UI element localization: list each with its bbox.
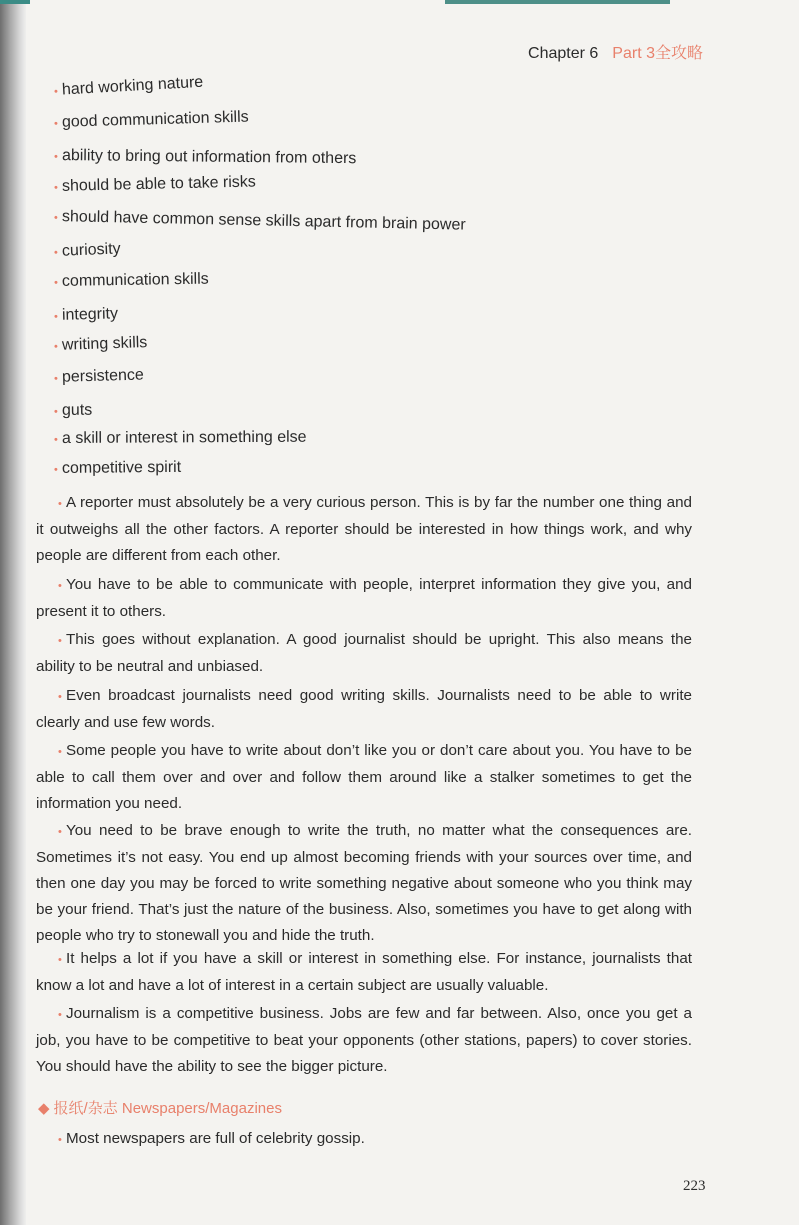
list-item: • ability to bring out information from others (53, 147, 357, 168)
list-item: • hard working nature (53, 73, 204, 99)
list-item: • should be able to take risks (53, 173, 257, 195)
book-spine-shadow (0, 0, 26, 1225)
bullet-dot-icon: • (58, 954, 62, 966)
bullet-dot-icon: • (58, 691, 62, 703)
top-color-strip (445, 0, 670, 4)
list-item: • guts (53, 401, 93, 419)
bullet-dot-icon: • (53, 310, 59, 323)
list-item: • writing skills (53, 334, 148, 354)
paragraph: • A reporter must absolutely be a very curious person. This is by far the number one thing and it outweighs all the other factors. A reporter should be interested in how things work, and why people are different from each other. (36, 490, 692, 569)
list-item: • curiosity (53, 240, 121, 260)
bullet-dot-icon: • (58, 635, 62, 647)
bullet-dot-icon: • (53, 405, 58, 418)
bullet-dot-icon: • (53, 433, 58, 446)
paragraph: • Journalism is a competitive business. Jobs are few and far between. Also, once you get a job, you have to be competitive to beat your opponents (other stations, papers) to cover stories. You should have the ability to see the bigger picture. (36, 1001, 692, 1080)
paragraph: • Even broadcast journalists need good writing skills. Journalists need to be able to write clearly and use few words. (36, 683, 692, 736)
paragraph: • This goes without explanation. A good journalist should be upright. This also means the ability to be neutral and unbiased. (36, 627, 692, 680)
list-item: • a skill or interest in something else (53, 428, 307, 447)
bullet-dot-icon: • (58, 746, 62, 758)
part-label: Part 3全攻略 (612, 45, 703, 62)
paragraph: • You need to be brave enough to write the truth, no matter what the consequences are. Sometimes it’s not easy. You end up almost becoming friends with your sources over time, and then one day you may be forced to write something negative about someone who you think may be your friend. That’s just the nature of the business. Also, sometimes you have to get along with people who try to stonewall you and hide the truth. (36, 818, 692, 949)
bullet-dot-icon: • (53, 212, 58, 225)
bullet-dot-icon: • (53, 463, 58, 476)
bullet-dot-icon: • (53, 246, 59, 259)
paragraph: • Most newspapers are full of celebrity gossip. (36, 1126, 692, 1153)
paragraph: • It helps a lot if you have a skill or interest in something else. For instance, journalists that know a lot and have a lot of interest in a certain subject are usually valuable. (36, 946, 692, 999)
bullet-dot-icon: • (58, 1009, 62, 1021)
list-item: • persistence (53, 366, 145, 386)
top-color-strip (0, 0, 30, 4)
bullet-dot-icon: • (58, 1134, 62, 1146)
chapter-label: Chapter 6 (528, 45, 599, 62)
bullet-dot-icon: • (58, 498, 62, 510)
section-heading: ◆ 报纸/杂志 Newspapers/Magazines (38, 1100, 282, 1117)
list-item: • good communication skills (53, 108, 249, 131)
bullet-dot-icon: • (53, 85, 59, 98)
bullet-dot-icon: • (53, 340, 59, 353)
running-header (528, 40, 703, 63)
list-item: • communication skills (53, 270, 209, 290)
diamond-icon: ◆ (38, 1100, 50, 1117)
bullet-dot-icon: • (53, 372, 59, 385)
list-item: • integrity (53, 305, 119, 324)
list-item: • competitive spirit (53, 458, 182, 477)
bullet-dot-icon: • (53, 117, 59, 130)
page-number: 223 (683, 1178, 706, 1194)
bullet-dot-icon: • (53, 151, 58, 164)
bullet-dot-icon: • (58, 826, 62, 838)
bullet-dot-icon: • (53, 181, 59, 194)
bullet-dot-icon: • (53, 276, 58, 289)
bullet-dot-icon: • (58, 580, 62, 592)
paragraph: • You have to be able to communicate with people, interpret information they give you, and present it to others. (36, 572, 692, 625)
list-item: • should have common sense skills apart from brain power (53, 208, 466, 234)
paragraph: • Some people you have to write about don’t like you or don’t care about you. You have to be able to call them over and over and follow them around like a stalker sometimes to get the information you need. (36, 738, 692, 817)
